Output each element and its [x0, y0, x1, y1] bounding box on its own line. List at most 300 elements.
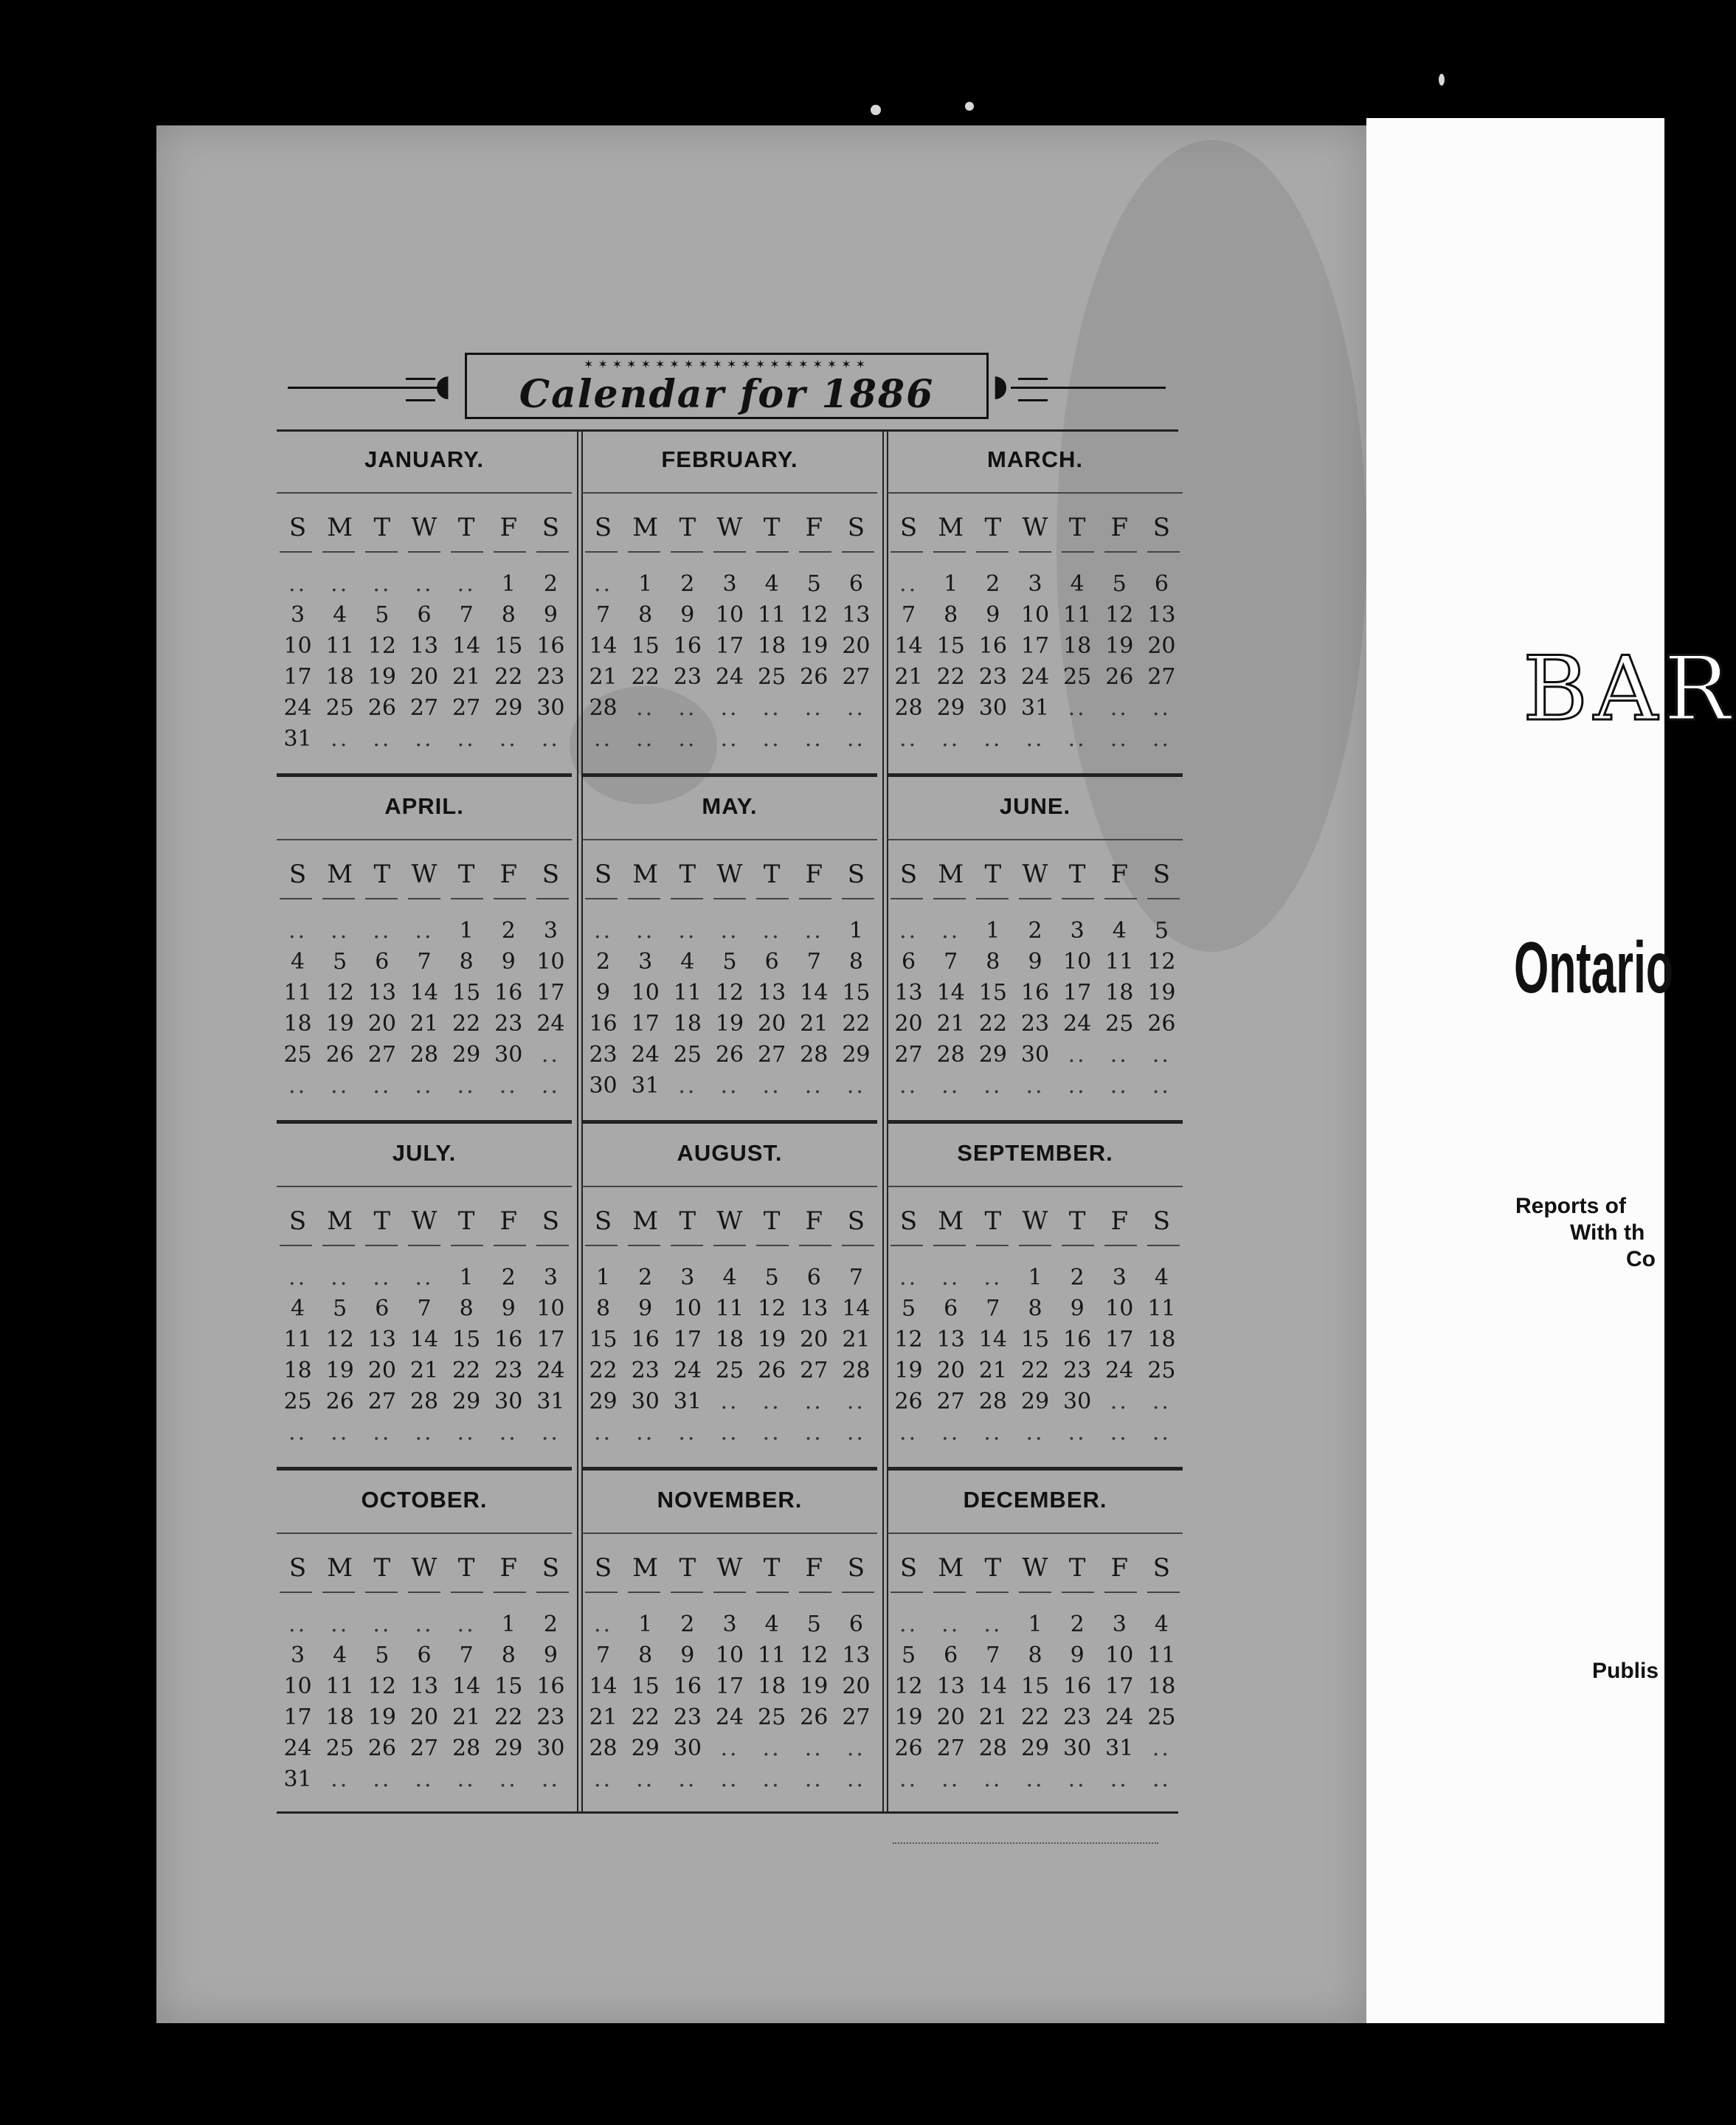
day-number: 21	[409, 1011, 439, 1037]
day-number: 21	[978, 1358, 1007, 1383]
day-number: 12	[758, 1296, 786, 1321]
weekday-header: T	[984, 513, 1002, 542]
subtitle-line-1: Reports of	[1515, 1194, 1626, 1218]
empty-day-dots: ..	[804, 695, 823, 721]
weekday-header: W	[1022, 860, 1048, 889]
day-number: 6	[375, 949, 390, 975]
empty-day-dots: ..	[541, 1042, 560, 1068]
day-number: 7	[596, 1642, 611, 1668]
day-number: 18	[1147, 1327, 1176, 1352]
day-number: 26	[894, 1735, 923, 1761]
day-number: 25	[715, 1358, 744, 1383]
day-number: 28	[452, 1735, 481, 1761]
weekday-header: S	[594, 1206, 612, 1236]
day-number: 7	[417, 1296, 432, 1321]
day-number: 6	[417, 602, 432, 628]
month-name-rule	[277, 839, 572, 840]
day-number: 16	[1063, 1673, 1092, 1699]
day-number: 20	[409, 1704, 439, 1730]
empty-day-dots: ..	[899, 1073, 919, 1099]
weekday-header: W	[1022, 1206, 1048, 1236]
day-number: 23	[494, 1358, 523, 1383]
day-number: 10	[715, 1642, 744, 1668]
empty-day-dots: ..	[331, 726, 350, 752]
day-number: 25	[1147, 1358, 1176, 1383]
day-number: 6	[944, 1642, 958, 1668]
empty-day-dots: ..	[288, 1265, 308, 1290]
day-number: 8	[459, 1296, 474, 1321]
empty-day-dots: ..	[288, 1073, 308, 1099]
day-number: 5	[722, 949, 737, 975]
month-name: APRIL.	[384, 793, 464, 819]
day-number: 27	[800, 1358, 829, 1383]
empty-day-dots: ..	[804, 918, 823, 944]
weekday-header: S	[288, 860, 307, 889]
day-number: 16	[494, 1327, 523, 1352]
day-number: 25	[1147, 1704, 1176, 1730]
day-number: 15	[452, 1327, 481, 1352]
week-row	[277, 978, 572, 1009]
day-number: 29	[978, 1042, 1007, 1068]
day-number: 12	[894, 1327, 923, 1352]
empty-day-dots: ..	[636, 918, 655, 944]
weekday-header: F	[499, 513, 518, 542]
weekday-header: W	[411, 1206, 438, 1236]
day-number: 10	[673, 1296, 702, 1321]
day-number: 15	[842, 980, 871, 1006]
day-number: 30	[536, 695, 565, 721]
day-number: 4	[680, 949, 695, 975]
day-number: 19	[325, 1011, 354, 1037]
day-number: 7	[459, 1642, 474, 1668]
day-number: 16	[673, 1673, 702, 1699]
day-number: 17	[1020, 633, 1050, 659]
weekday-header: T	[457, 1206, 475, 1236]
day-grid	[888, 1609, 1183, 1795]
empty-day-dots: ..	[678, 1073, 697, 1099]
week-row	[277, 1764, 572, 1795]
week-row	[888, 1262, 1183, 1293]
empty-day-dots: ..	[288, 1420, 308, 1445]
day-number: 19	[1105, 633, 1134, 659]
day-number: 11	[325, 633, 354, 659]
empty-day-dots: ..	[899, 1265, 919, 1290]
dotted-footer-line	[893, 1842, 1158, 1844]
day-number: 29	[1020, 1735, 1050, 1761]
day-number: 12	[1147, 949, 1176, 975]
weekday-header: F	[1110, 1206, 1129, 1236]
empty-day-dots: ..	[899, 918, 919, 944]
day-number: 21	[452, 1704, 481, 1730]
day-number: 10	[1020, 602, 1050, 628]
day-number: 4	[291, 949, 305, 975]
column-divider	[577, 432, 578, 1811]
empty-day-dots: ..	[373, 571, 392, 597]
day-number: 17	[283, 1704, 312, 1730]
day-number: 11	[715, 1296, 744, 1321]
day-number: 15	[978, 980, 1007, 1006]
day-number: 29	[452, 1389, 481, 1414]
empty-day-dots: ..	[762, 1389, 781, 1414]
day-number: 2	[543, 1611, 558, 1637]
empty-day-dots: ..	[678, 1420, 697, 1445]
day-number: 3	[543, 918, 558, 944]
day-number: 18	[1063, 633, 1092, 659]
month-name: JANUARY.	[364, 446, 484, 472]
day-number: 19	[800, 633, 829, 659]
weekday-header: W	[716, 513, 743, 542]
weekday-header: F	[805, 513, 823, 542]
day-number: 17	[1105, 1673, 1134, 1699]
month-name-rule	[277, 492, 572, 494]
weekday-underline-row	[888, 1592, 1183, 1594]
weekday-header: S	[594, 1553, 612, 1583]
day-number: 14	[800, 980, 829, 1006]
week-row	[888, 693, 1183, 724]
month-october	[277, 1472, 572, 1817]
week-row	[582, 724, 877, 755]
empty-day-dots: ..	[720, 695, 739, 721]
empty-day-dots: ..	[288, 918, 308, 944]
empty-day-dots: ..	[415, 1073, 434, 1099]
empty-day-dots: ..	[899, 1766, 919, 1792]
day-number: 20	[842, 633, 871, 659]
day-number: 21	[409, 1358, 439, 1383]
day-number: 16	[631, 1327, 660, 1352]
weekday-header: M	[938, 513, 964, 542]
empty-day-dots: ..	[1110, 1420, 1129, 1445]
day-number: 7	[986, 1296, 1000, 1321]
week-row	[582, 631, 877, 662]
day-number: 19	[325, 1358, 354, 1383]
scan-speck	[965, 102, 974, 111]
day-number: 19	[367, 1704, 396, 1730]
week-row	[582, 1293, 877, 1324]
empty-day-dots: ..	[415, 1766, 434, 1792]
day-number: 24	[1105, 1358, 1134, 1383]
day-number: 7	[902, 602, 916, 628]
empty-day-dots: ..	[846, 1735, 865, 1761]
week-row	[582, 1764, 877, 1795]
day-number: 2	[1070, 1265, 1085, 1290]
day-number: 20	[894, 1011, 923, 1037]
day-number: 22	[452, 1011, 481, 1037]
day-number: 26	[325, 1389, 354, 1414]
week-row	[277, 600, 572, 631]
week-row	[888, 1009, 1183, 1040]
weekday-header: S	[288, 513, 307, 542]
day-number: 1	[986, 918, 1000, 944]
empty-day-dots: ..	[373, 1420, 392, 1445]
empty-day-dots: ..	[415, 1611, 434, 1637]
month-name-rule	[582, 839, 877, 840]
day-number: 1	[1028, 1265, 1042, 1290]
weekday-header: S	[594, 860, 612, 889]
day-number: 13	[409, 1673, 439, 1699]
day-number: 26	[758, 1358, 786, 1383]
day-number: 4	[291, 1296, 305, 1321]
empty-day-dots: ..	[678, 726, 697, 752]
day-number: 9	[680, 602, 695, 628]
day-number: 13	[936, 1327, 965, 1352]
day-number: 23	[536, 664, 565, 690]
day-number: 9	[543, 602, 558, 628]
month-name: NOVEMBER.	[657, 1487, 803, 1513]
day-number: 9	[1028, 949, 1042, 975]
day-number: 2	[680, 571, 695, 597]
day-number: 7	[596, 602, 611, 628]
day-number: 16	[673, 633, 702, 659]
empty-day-dots: ..	[804, 726, 823, 752]
empty-day-dots: ..	[288, 571, 308, 597]
weekday-header-row	[277, 1553, 572, 1583]
day-number: 23	[536, 1704, 565, 1730]
day-number: 21	[936, 1011, 965, 1037]
weekday-header: S	[899, 513, 918, 542]
weekday-header: T	[984, 1553, 1002, 1583]
empty-day-dots: ..	[457, 1766, 476, 1792]
day-number: 18	[673, 1011, 702, 1037]
weekday-header: M	[327, 1553, 353, 1583]
weekday-underline-row	[277, 1245, 572, 1248]
day-number: 31	[536, 1389, 565, 1414]
month-bottom-rule	[277, 1467, 572, 1471]
week-row	[888, 1040, 1183, 1071]
weekday-header: T	[373, 513, 391, 542]
week-row	[277, 1040, 572, 1071]
empty-day-dots: ..	[1152, 726, 1171, 752]
week-row	[888, 1293, 1183, 1324]
week-row	[888, 916, 1183, 947]
day-number: 27	[758, 1042, 786, 1068]
weekday-header: M	[327, 513, 353, 542]
month-name: OCTOBER.	[361, 1487, 488, 1513]
day-number: 9	[543, 1642, 558, 1668]
empty-day-dots: ..	[941, 1420, 961, 1445]
day-number: 2	[1028, 918, 1042, 944]
day-number: 13	[409, 633, 439, 659]
empty-day-dots: ..	[720, 1389, 739, 1414]
day-number: 22	[842, 1011, 871, 1037]
day-number: 27	[452, 695, 481, 721]
empty-day-dots: ..	[720, 1073, 739, 1099]
weekday-header: W	[716, 860, 743, 889]
month-august	[582, 1125, 877, 1471]
empty-day-dots: ..	[1026, 1073, 1045, 1099]
empty-day-dots: ..	[457, 726, 476, 752]
weekday-header: T	[679, 860, 696, 889]
weekday-header-row	[888, 1206, 1183, 1236]
weekday-header-row	[277, 1206, 572, 1236]
empty-day-dots: ..	[941, 918, 961, 944]
day-number: 5	[375, 1642, 390, 1668]
day-grid	[888, 1262, 1183, 1448]
day-number: 21	[842, 1327, 871, 1352]
day-number: 16	[1063, 1327, 1092, 1352]
day-number: 1	[596, 1265, 611, 1290]
day-number: 20	[842, 1673, 871, 1699]
day-number: 13	[842, 1642, 871, 1668]
day-number: 10	[283, 1673, 312, 1699]
weekday-header: T	[1068, 1553, 1086, 1583]
day-number: 21	[452, 664, 481, 690]
day-number: 27	[936, 1735, 965, 1761]
month-name: SEPTEMBER.	[957, 1140, 1113, 1166]
month-november	[582, 1472, 877, 1817]
week-row	[582, 916, 877, 947]
weekday-header: T	[1068, 860, 1086, 889]
weekday-header: S	[1152, 1553, 1171, 1583]
week-row	[277, 662, 572, 693]
week-row	[888, 724, 1183, 755]
day-number: 14	[409, 980, 439, 1006]
empty-day-dots: ..	[541, 726, 560, 752]
day-number: 12	[325, 1327, 354, 1352]
empty-day-dots: ..	[457, 1073, 476, 1099]
day-number: 7	[944, 949, 958, 975]
day-grid	[277, 1262, 572, 1448]
day-number: 18	[283, 1358, 312, 1383]
empty-day-dots: ..	[899, 1420, 919, 1445]
day-number: 17	[631, 1011, 660, 1037]
day-number: 24	[283, 1735, 312, 1761]
week-row	[888, 631, 1183, 662]
weekday-header: T	[457, 513, 475, 542]
empty-day-dots: ..	[1026, 1420, 1045, 1445]
fan-ornament-icon: ◗	[992, 369, 1009, 403]
day-number: 15	[1020, 1673, 1050, 1699]
month-name-rule	[582, 492, 877, 494]
weekday-header: F	[499, 1553, 518, 1583]
weekday-header: M	[632, 513, 659, 542]
day-number: 6	[417, 1642, 432, 1668]
empty-day-dots: ..	[1152, 1389, 1171, 1414]
day-number: 4	[764, 1611, 779, 1637]
day-number: 8	[638, 1642, 653, 1668]
weekday-header: T	[457, 860, 475, 889]
day-number: 20	[758, 1011, 786, 1037]
weekday-header: T	[679, 513, 696, 542]
day-number: 7	[417, 949, 432, 975]
weekday-header-row	[277, 513, 572, 542]
day-number: 20	[367, 1011, 396, 1037]
empty-day-dots: ..	[983, 1073, 1003, 1099]
week-row	[582, 1733, 877, 1764]
weekday-header-row	[582, 1206, 877, 1236]
empty-day-dots: ..	[846, 1073, 865, 1099]
day-number: 19	[367, 664, 396, 690]
month-may	[582, 778, 877, 1124]
empty-day-dots: ..	[331, 1073, 350, 1099]
day-number: 12	[800, 602, 829, 628]
day-number: 18	[1105, 980, 1134, 1006]
month-bottom-rule	[888, 773, 1183, 777]
empty-day-dots: ..	[1110, 1389, 1129, 1414]
day-number: 26	[367, 695, 396, 721]
empty-day-dots: ..	[288, 1611, 308, 1637]
day-number: 8	[1028, 1296, 1042, 1321]
empty-day-dots: ..	[636, 695, 655, 721]
day-number: 5	[806, 1611, 821, 1637]
day-number: 3	[680, 1265, 695, 1290]
empty-day-dots: ..	[499, 1073, 518, 1099]
weekday-header: W	[1022, 1553, 1048, 1583]
day-number: 22	[1020, 1358, 1050, 1383]
day-number: 3	[1070, 918, 1085, 944]
month-march	[888, 432, 1183, 777]
day-number: 28	[978, 1389, 1007, 1414]
title-word-ontario: Ontario	[1514, 927, 1674, 1008]
day-number: 22	[1020, 1704, 1050, 1730]
day-number: 24	[631, 1042, 660, 1068]
day-number: 26	[1147, 1011, 1176, 1037]
day-number: 15	[631, 633, 660, 659]
weekday-header: F	[805, 1206, 823, 1236]
weekday-header: W	[411, 513, 438, 542]
week-row	[582, 1640, 877, 1671]
fan-ornament-icon: ◖	[435, 369, 452, 403]
day-number: 30	[673, 1735, 702, 1761]
day-number: 9	[1070, 1642, 1085, 1668]
day-number: 7	[848, 1265, 863, 1290]
weekday-header: S	[847, 1553, 865, 1583]
day-number: 17	[536, 980, 565, 1006]
empty-day-dots: ..	[331, 1265, 350, 1290]
month-name: JULY.	[392, 1140, 457, 1166]
day-number: 2	[638, 1265, 653, 1290]
empty-day-dots: ..	[373, 726, 392, 752]
empty-day-dots: ..	[636, 1420, 655, 1445]
day-number: 25	[325, 695, 354, 721]
weekday-underline-row	[888, 551, 1183, 554]
day-number: 5	[1112, 571, 1127, 597]
calendar-grid	[277, 429, 1178, 1814]
weekday-header-row	[888, 860, 1183, 889]
empty-day-dots: ..	[499, 1420, 518, 1445]
day-number: 29	[1020, 1389, 1050, 1414]
day-number: 10	[536, 1296, 565, 1321]
empty-day-dots: ..	[636, 726, 655, 752]
week-row	[888, 1355, 1183, 1386]
day-number: 10	[1063, 949, 1092, 975]
weekday-header: S	[1152, 860, 1171, 889]
day-number: 30	[536, 1735, 565, 1761]
empty-day-dots: ..	[983, 726, 1003, 752]
empty-day-dots: ..	[1110, 695, 1129, 721]
week-row	[277, 1640, 572, 1671]
day-number: 15	[589, 1327, 618, 1352]
day-number: 9	[1070, 1296, 1085, 1321]
day-number: 11	[325, 1673, 354, 1699]
day-number: 26	[894, 1389, 923, 1414]
day-number: 5	[333, 949, 347, 975]
weekday-header: S	[288, 1553, 307, 1583]
weekday-header: S	[594, 513, 612, 542]
weekday-header: S	[542, 860, 560, 889]
empty-day-dots: ..	[415, 1265, 434, 1290]
day-number: 11	[283, 1327, 312, 1352]
empty-day-dots: ..	[846, 1420, 865, 1445]
empty-day-dots: ..	[373, 918, 392, 944]
day-number: 25	[1063, 664, 1092, 690]
day-number: 8	[986, 949, 1000, 975]
empty-day-dots: ..	[941, 1766, 961, 1792]
empty-day-dots: ..	[804, 1389, 823, 1414]
day-number: 10	[1105, 1642, 1134, 1668]
empty-day-dots: ..	[846, 695, 865, 721]
empty-day-dots: ..	[983, 1611, 1003, 1637]
day-number: 1	[1028, 1611, 1042, 1637]
